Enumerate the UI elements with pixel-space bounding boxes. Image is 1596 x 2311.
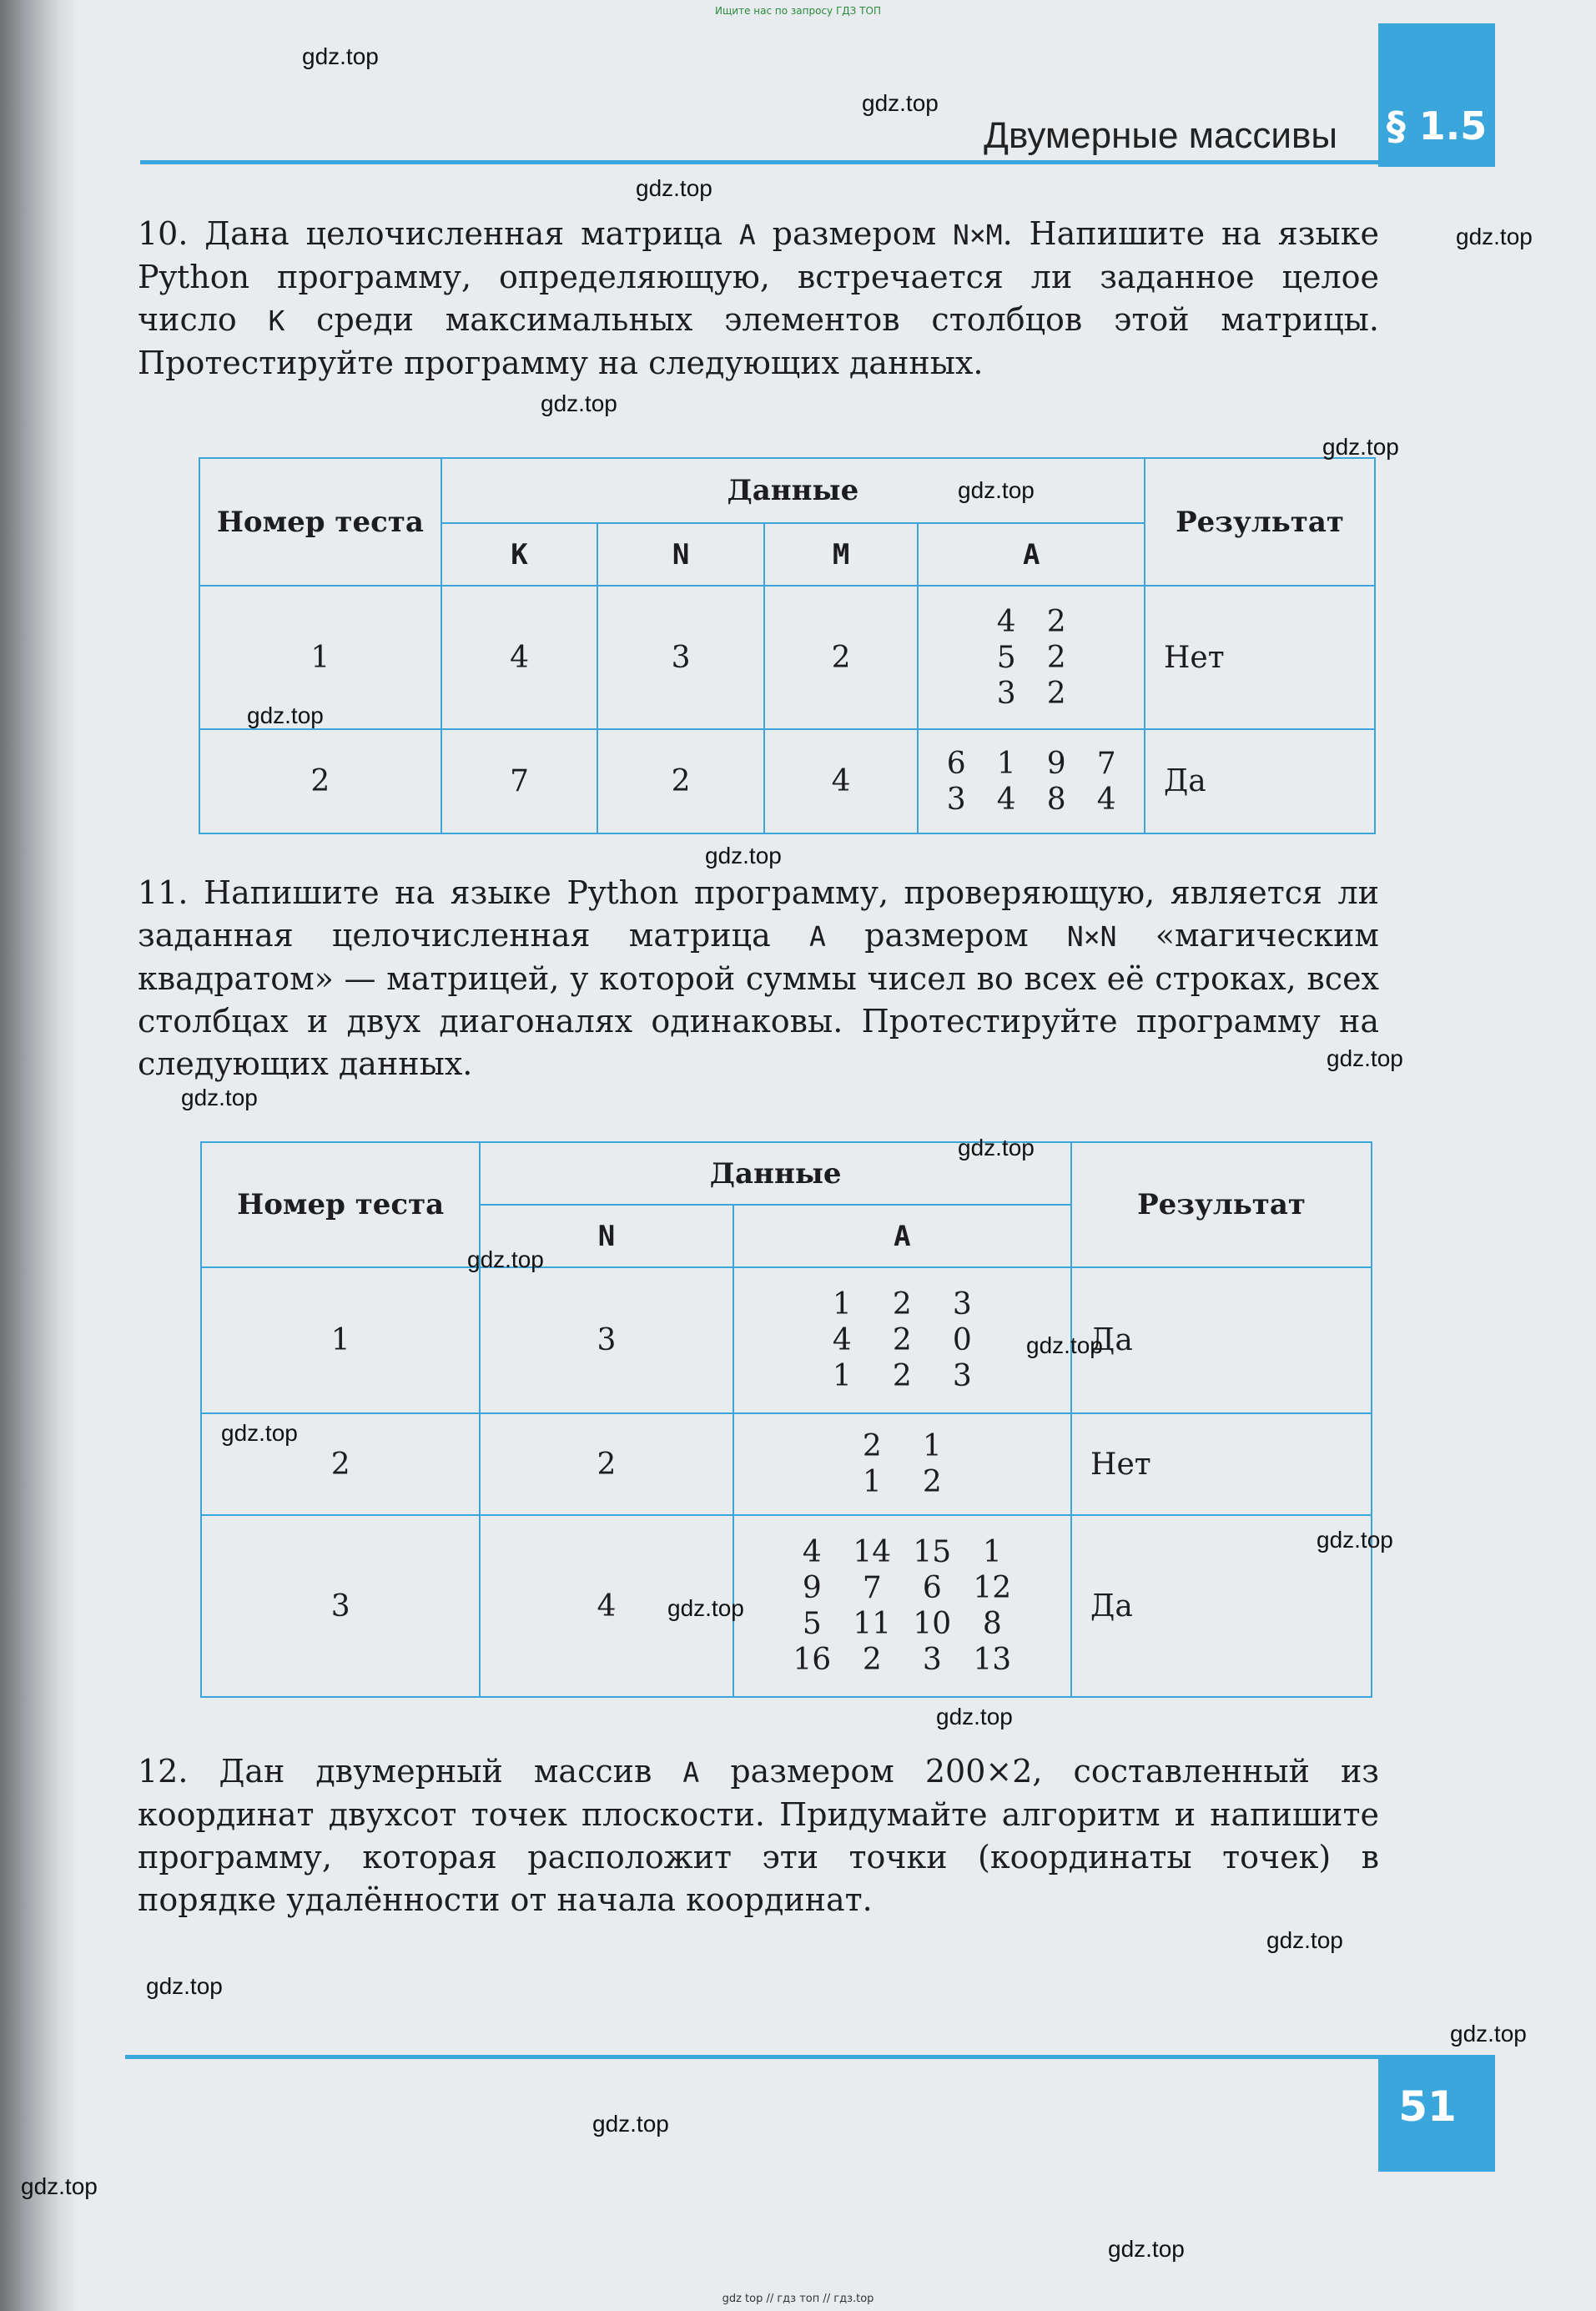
cell-test: 3 — [201, 1515, 480, 1697]
table-row — [199, 586, 1375, 729]
task-text: «магическим квадратом» — матрицей, у которой суммы чисел во всех её строках, всех столбцах и двух диагоналях одинаковы. Протестируйте программу на следующих данных. — [138, 917, 1379, 1082]
watermark: gdz.top — [221, 1420, 298, 1446]
cell-matrix — [918, 586, 1145, 729]
table-task-10 — [199, 457, 1376, 834]
bottom-note: gdz top // гдз топ // гдз.top — [722, 2293, 874, 2305]
matrix-value: 6 — [922, 1571, 942, 1605]
matrix-value: 1 — [922, 1429, 942, 1463]
header-a: A — [733, 1205, 1071, 1267]
matrix-value: 5 — [996, 640, 1016, 675]
matrix-value: 4 — [802, 1535, 822, 1569]
matrix-value: 12 — [973, 1571, 1012, 1605]
header-m: M — [764, 523, 919, 586]
variable-a: A — [738, 219, 756, 251]
matrix-value: 1 — [996, 746, 1016, 781]
matrix-value: 2 — [1046, 604, 1066, 639]
matrix-value: 16 — [793, 1643, 832, 1677]
matrix-value: 2 — [862, 1429, 882, 1463]
matrix-value: 10 — [913, 1607, 952, 1641]
cell-m: 4 — [764, 729, 919, 833]
cell-n: 4 — [480, 1515, 733, 1697]
page-edge-shadow — [0, 0, 79, 2311]
table-row — [201, 1267, 1372, 1413]
header-test-number: Номер теста — [199, 458, 441, 586]
cell-n: 3 — [597, 586, 763, 729]
header-n: N — [480, 1205, 733, 1267]
cell-n: 3 — [480, 1267, 733, 1413]
task-text: Напишите на языке Python программу, проверяющую, является ли заданная целочисленная матрица — [138, 874, 1379, 954]
matrix-value: 11 — [853, 1607, 892, 1641]
watermark: gdz.top — [958, 1135, 1035, 1161]
cell-result: Нет — [1145, 586, 1375, 729]
page-title: Двумерные массивы — [984, 115, 1337, 156]
header-a: A — [918, 523, 1145, 586]
cell-m: 2 — [764, 586, 919, 729]
watermark: gdz.top — [1456, 224, 1533, 249]
matrix-value: 2 — [1046, 676, 1066, 711]
task-text: Дан двумерный массив — [219, 1753, 652, 1790]
matrix-value: 2 — [1046, 640, 1066, 675]
cell-matrix — [733, 1413, 1071, 1515]
matrix-value: 2 — [862, 1643, 882, 1677]
matrix-value: 3 — [952, 1287, 972, 1322]
cell-test: 2 — [199, 729, 441, 833]
cell-result: Да — [1145, 729, 1375, 833]
watermark: gdz.top — [636, 175, 712, 201]
matrix-value: 9 — [1046, 746, 1066, 781]
watermark: gdz.top — [705, 843, 782, 869]
watermark: gdz.top — [592, 2111, 669, 2137]
watermark: gdz.top — [862, 90, 939, 116]
header-result: Результат — [1071, 1142, 1372, 1267]
matrix-value: 4 — [996, 782, 1016, 817]
watermark: gdz.top — [181, 1085, 258, 1110]
table-row — [201, 1515, 1372, 1697]
matrix-value: 1 — [832, 1287, 852, 1322]
header-k: K — [441, 523, 598, 586]
matrix-value: 3 — [996, 676, 1016, 711]
watermark: gdz.top — [936, 1704, 1013, 1729]
variable-nxn: N×N — [1066, 920, 1117, 953]
matrix-value: 3 — [952, 1359, 972, 1393]
matrix-value: 1 — [982, 1535, 1002, 1569]
cell-result: Да — [1071, 1267, 1372, 1413]
watermark: gdz.top — [1026, 1332, 1103, 1358]
cell-result: Нет — [1071, 1413, 1372, 1515]
matrix-value: 3 — [922, 1643, 942, 1677]
variable-nxm: N×M — [952, 219, 1003, 251]
header-n: N — [597, 523, 763, 586]
matrix-value: 6 — [946, 746, 966, 781]
watermark: gdz.top — [1108, 2236, 1185, 2262]
watermark: gdz.top — [958, 477, 1035, 503]
matrix-value: 8 — [982, 1607, 1002, 1641]
matrix-value: 2 — [892, 1287, 912, 1322]
watermark: gdz.top — [1327, 1045, 1403, 1071]
matrix-value: 15 — [913, 1535, 952, 1569]
cell-k: 7 — [441, 729, 598, 833]
matrix-value: 2 — [892, 1359, 912, 1393]
section-number: § 1.5 — [1386, 103, 1488, 149]
cell-n: 2 — [597, 729, 763, 833]
cell-matrix — [733, 1267, 1071, 1413]
task-number: 10. — [138, 215, 189, 252]
watermark: gdz.top — [467, 1246, 544, 1272]
watermark: gdz.top — [1317, 1527, 1393, 1553]
matrix-value: 3 — [946, 782, 966, 817]
matrix-value: 2 — [892, 1323, 912, 1357]
task-text: размером — [772, 215, 937, 252]
cell-test: 1 — [199, 586, 441, 729]
matrix-value: 7 — [862, 1571, 882, 1605]
cell-test: 2 — [201, 1413, 480, 1515]
matrix-value: 4 — [1096, 782, 1116, 817]
watermark: gdz.top — [1322, 434, 1399, 460]
watermark: gdz.top — [247, 702, 324, 728]
variable-k: K — [268, 305, 285, 337]
header-rule — [140, 160, 1378, 164]
matrix-value: 13 — [973, 1643, 1012, 1677]
footer-rule — [125, 2055, 1378, 2059]
task-number: 11. — [138, 874, 189, 911]
matrix-value: 5 — [802, 1607, 822, 1641]
header-test-number: Номер теста — [201, 1142, 480, 1267]
task-11 — [138, 872, 1379, 1085]
variable-a: A — [809, 920, 826, 953]
matrix-value: 1 — [832, 1359, 852, 1393]
cell-matrix — [733, 1515, 1071, 1697]
matrix-value: 4 — [832, 1323, 852, 1357]
matrix-value: 7 — [1096, 746, 1116, 781]
header-data: Данные — [441, 458, 1145, 523]
table-row — [201, 1413, 1372, 1515]
watermark: gdz.top — [302, 43, 379, 69]
header-result: Результат — [1145, 458, 1375, 586]
task-number: 12. — [138, 1753, 189, 1790]
page-number: 51 — [1398, 2082, 1457, 2131]
matrix-value: 0 — [952, 1323, 972, 1357]
table-task-11 — [200, 1141, 1372, 1698]
watermark: gdz.top — [1266, 1927, 1343, 1953]
watermark: gdz.top — [667, 1595, 744, 1621]
cell-k: 4 — [441, 586, 598, 729]
top-note: Ищите нас по запросу ГДЗ ТОП — [715, 5, 881, 17]
task-text: размером — [864, 917, 1029, 954]
task-text: . Напишите на языке Python программу, определяющую, встречается ли заданное целое число — [138, 215, 1379, 338]
matrix-value: 2 — [922, 1465, 942, 1499]
table-row — [199, 729, 1375, 833]
matrix-value: 4 — [996, 604, 1016, 639]
cell-result: Да — [1071, 1515, 1372, 1697]
task-text: среди максимальных элементов столбцов этой матрицы. Протестируйте программу на следующих данных. — [138, 301, 1379, 381]
matrix-value: 1 — [862, 1465, 882, 1499]
task-text: размером 200×2, составленный из координат двухсот точек плоскости. Придумайте алгоритм и напишите программу, которая расположит эти точки (координаты точек) в порядке удалённости от начала координат. — [138, 1753, 1379, 1918]
cell-test: 1 — [201, 1267, 480, 1413]
task-10 — [138, 213, 1379, 385]
matrix-value: 14 — [853, 1535, 892, 1569]
matrix-value: 9 — [802, 1571, 822, 1605]
watermark: gdz.top — [21, 2173, 98, 2199]
variable-a: A — [682, 1756, 700, 1789]
watermark: gdz.top — [541, 390, 617, 416]
matrix-value: 8 — [1046, 782, 1066, 817]
task-12 — [138, 1750, 1379, 1921]
task-text: Дана целочисленная матрица — [204, 215, 723, 252]
cell-matrix — [918, 729, 1145, 833]
header-data: Данные — [480, 1142, 1071, 1205]
watermark: gdz.top — [146, 1973, 223, 1999]
watermark: gdz.top — [1450, 2021, 1527, 2047]
cell-n: 2 — [480, 1413, 733, 1515]
